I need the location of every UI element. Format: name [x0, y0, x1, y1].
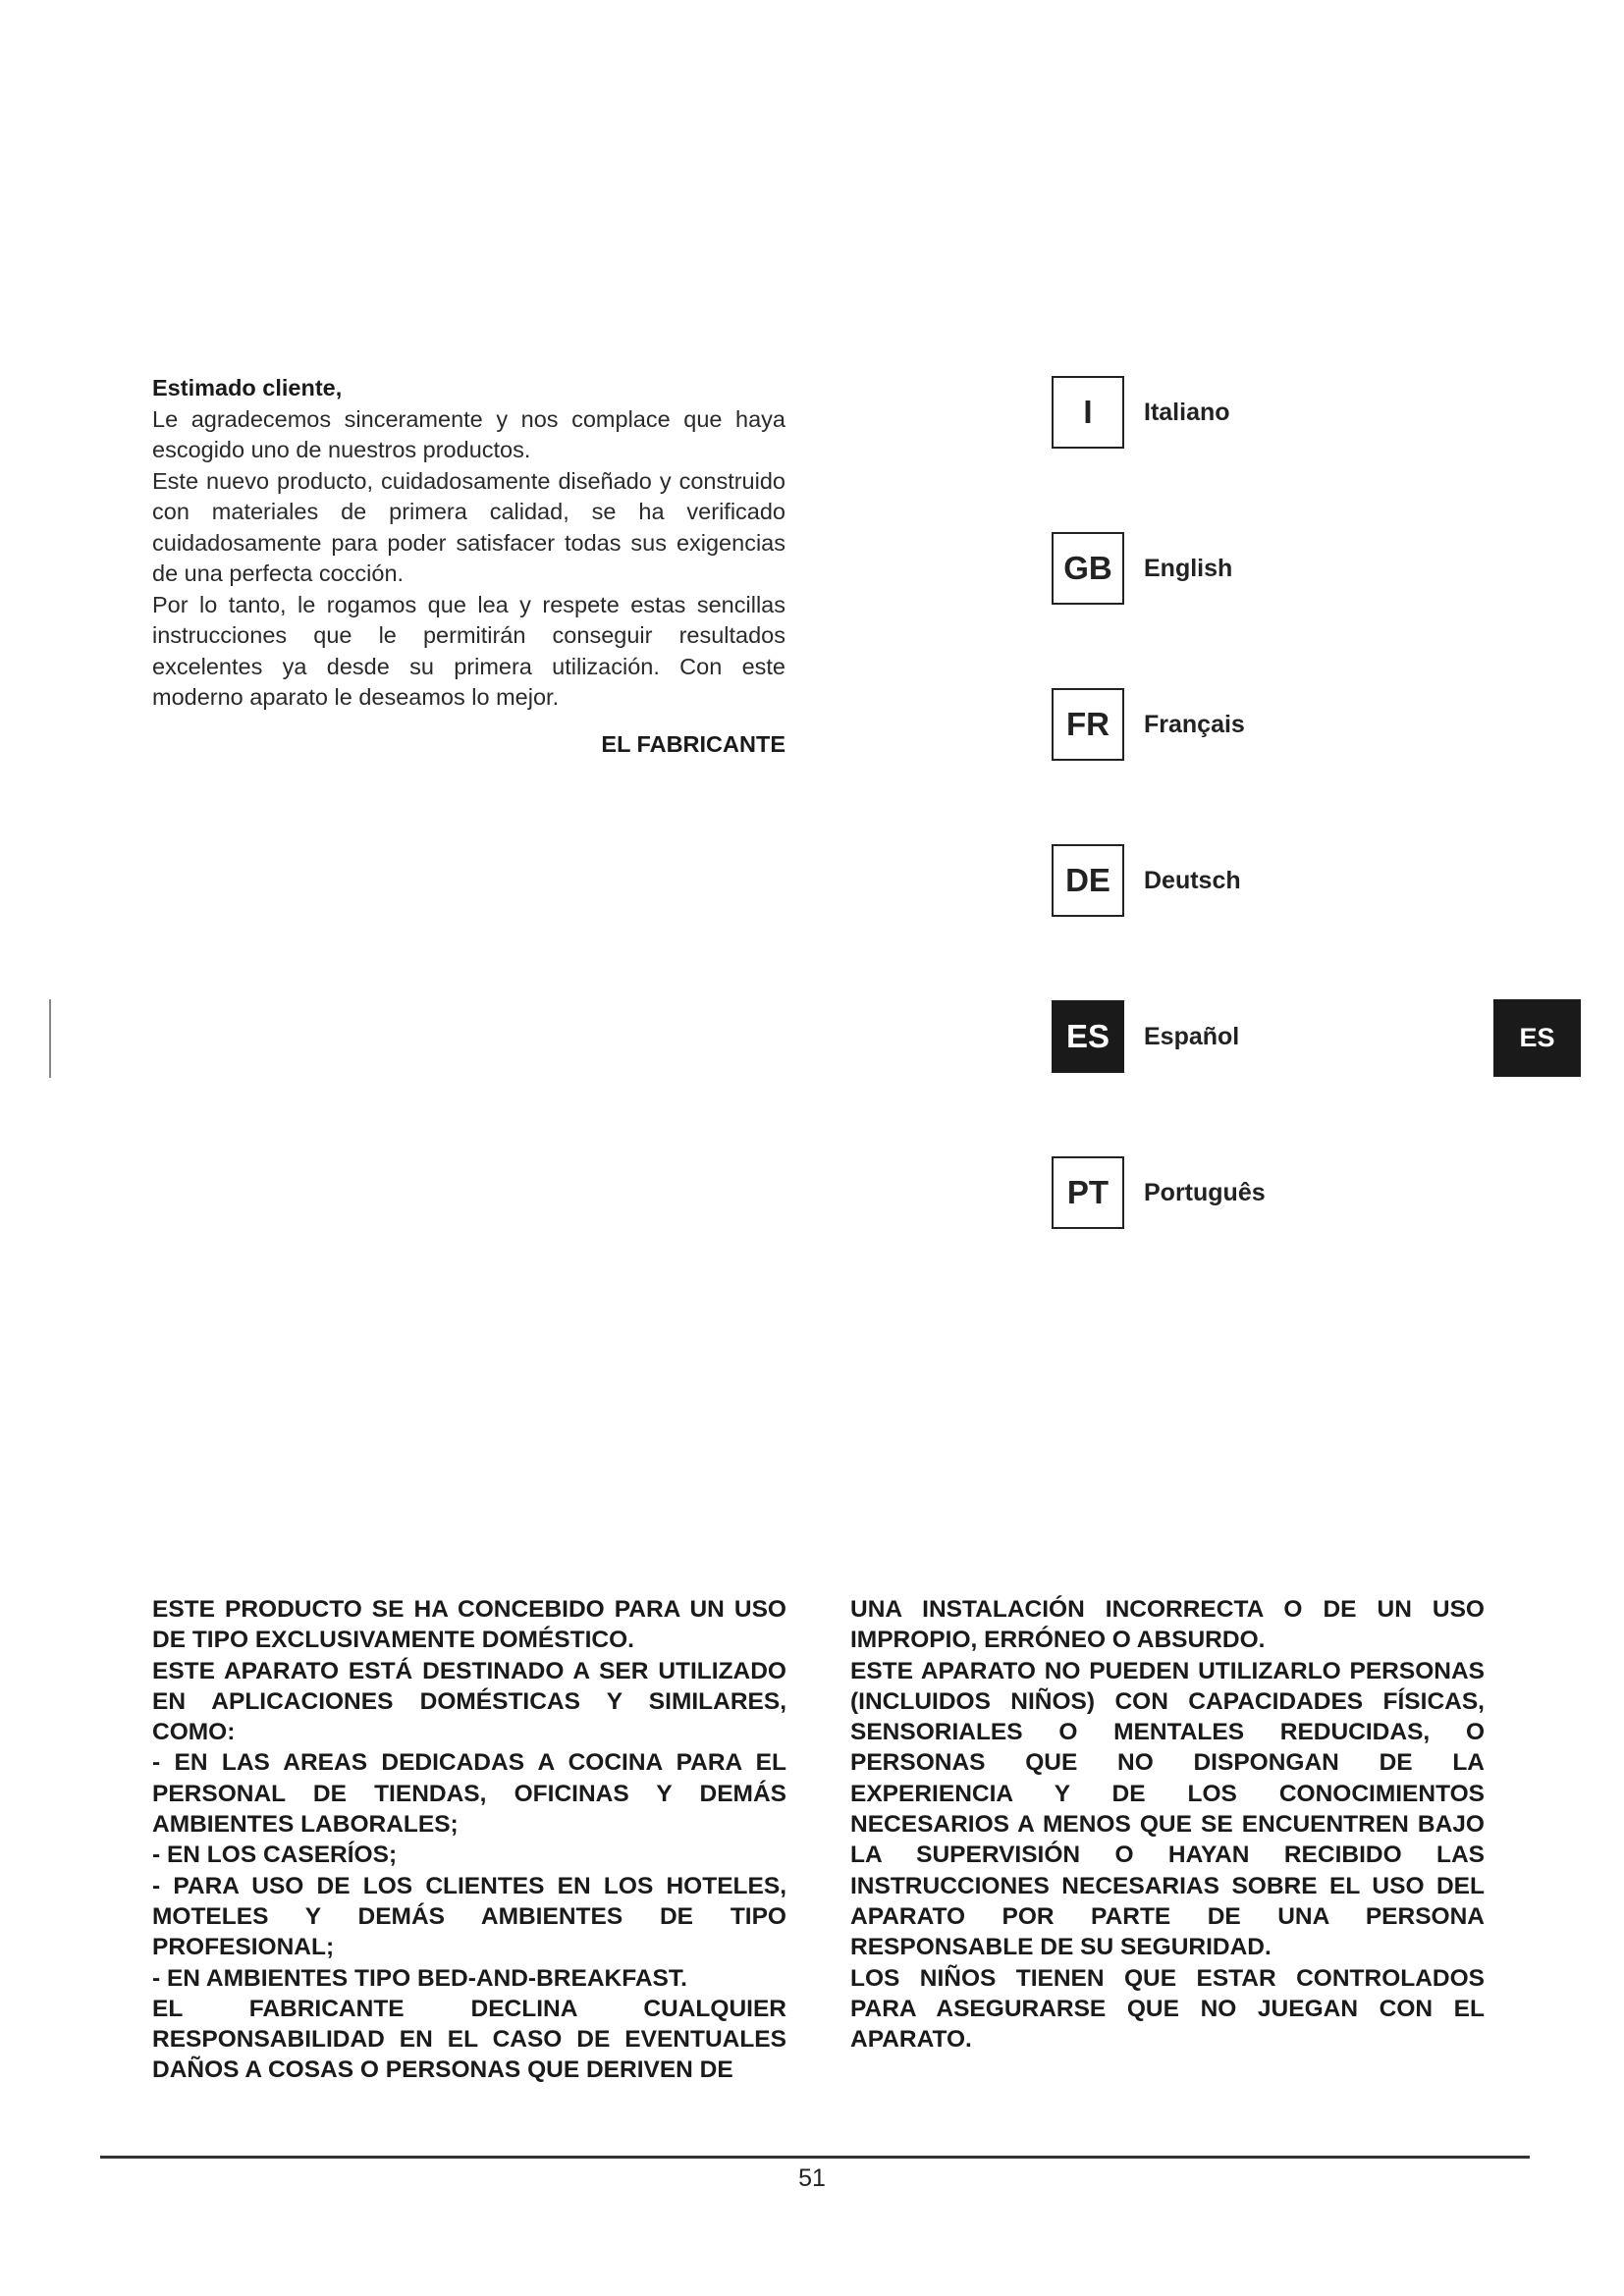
intro-paragraph: Este nuevo producto, cuidadosamente diseñado y construido con materiales de primera calidad, se ha verificado cuidadosamente para poder satisfacer todas sus exigencias de una perfecta cocción.	[152, 467, 785, 586]
language-code-box: GB	[1052, 532, 1124, 605]
language-item-francais[interactable]	[1052, 688, 1245, 761]
footer-divider	[100, 2156, 1530, 2159]
language-code-box: DE	[1052, 844, 1124, 917]
language-item-english[interactable]	[1052, 532, 1232, 605]
language-item-portugues[interactable]	[1052, 1156, 1266, 1229]
language-name: Deutsch	[1144, 866, 1241, 894]
warning-paragraph: ESTE APARATO NO PUEDEN UTILIZARLO PERSONAS (INCLUIDOS NIÑOS) CON CAPACIDADES FÍSICAS, SENSORIALES O MENTALES REDUCIDAS, O PERSONAS QUE NO DISPONGAN DE LA EXPERIENCIA Y DE LOS CONOCIMIENTOS NECESARIOS A MENOS QUE SE ENCUENTREN BAJO LA SUPERVISIÓN O HAYAN RECIBIDO LAS INSTRUCCIONES NECESARIAS SOBRE EL USO DEL APARATO POR PARTE DE UNA PERSONA RESPONSABLE DE SU SEGURIDAD.	[850, 1657, 1485, 1961]
greeting: Estimado cliente,	[152, 375, 343, 400]
page-number: 51	[798, 2164, 826, 2192]
language-code-box: I	[1052, 376, 1124, 449]
language-code-box-active: ES	[1052, 1000, 1124, 1073]
language-index	[1052, 376, 1464, 1240]
usage-warning-right-column	[850, 1594, 1485, 2055]
warning-paragraph: - EN LOS CASERÍOS;	[152, 1842, 398, 1869]
warning-paragraph: ESTE APARATO ESTÁ DESTINADO A SER UTILIZADO EN APLICACIONES DOMÉSTICAS Y SIMILARES, COMO:	[152, 1657, 786, 1746]
language-item-espanol[interactable]	[1052, 1000, 1239, 1073]
warning-paragraph: - EN LAS AREAS DEDICADAS A COCINA PARA EL PERSONAL DE TIENDAS, OFICINAS Y DEMÁS AMBIENTES LABORALES;	[152, 1749, 786, 1839]
language-code-box: PT	[1052, 1156, 1124, 1229]
language-name: Italiano	[1144, 398, 1230, 426]
language-item-deutsch[interactable]	[1052, 844, 1241, 917]
warning-paragraph: LOS NIÑOS TIENEN QUE ESTAR CONTROLADOS PARA ASEGURARSE QUE NO JUEGAN CON EL APARATO.	[850, 1964, 1485, 2054]
section-tab-es: ES	[1493, 999, 1581, 1077]
language-name: Français	[1144, 710, 1245, 738]
warning-paragraph: EL FABRICANTE DECLINA CUALQUIER RESPONSABILIDAD EN EL CASO DE EVENTUALES DAÑOS A COSAS O PERSONAS QUE DERIVEN DE	[152, 1995, 786, 2084]
intro-letter	[152, 373, 785, 760]
warning-paragraph: - EN AMBIENTES TIPO BED-AND-BREAKFAST.	[152, 1964, 687, 1992]
signature: EL FABRICANTE	[601, 730, 785, 757]
margin-mark	[49, 999, 51, 1078]
language-name: Português	[1144, 1178, 1266, 1206]
intro-paragraph: Le agradecemos sinceramente y nos complace que haya escogido uno de nuestros productos.	[152, 405, 785, 462]
language-item-italiano[interactable]	[1052, 376, 1230, 449]
language-code-box: FR	[1052, 688, 1124, 761]
warning-paragraph: UNA INSTALACIÓN INCORRECTA O DE UN USO IMPROPIO, ERRÓNEO O ABSURDO.	[850, 1596, 1485, 1654]
warning-paragraph: ESTE PRODUCTO SE HA CONCEBIDO PARA UN USO DE TIPO EXCLUSIVAMENTE DOMÉSTICO.	[152, 1596, 786, 1654]
language-name: English	[1144, 554, 1233, 582]
intro-paragraph: Por lo tanto, le rogamos que lea y respete estas sencillas instrucciones que le permitirán conseguir resultados excelentes ya desde su primera utilización. Con este moderno aparato le deseamos lo mejor.	[152, 591, 785, 710]
language-name: Español	[1144, 1022, 1240, 1050]
usage-warning-left-column	[152, 1594, 786, 2086]
warning-paragraph: - PARA USO DE LOS CLIENTES EN LOS HOTELES, MOTELES Y DEMÁS AMBIENTES DE TIPO PROFESIONAL;	[152, 1872, 786, 1961]
